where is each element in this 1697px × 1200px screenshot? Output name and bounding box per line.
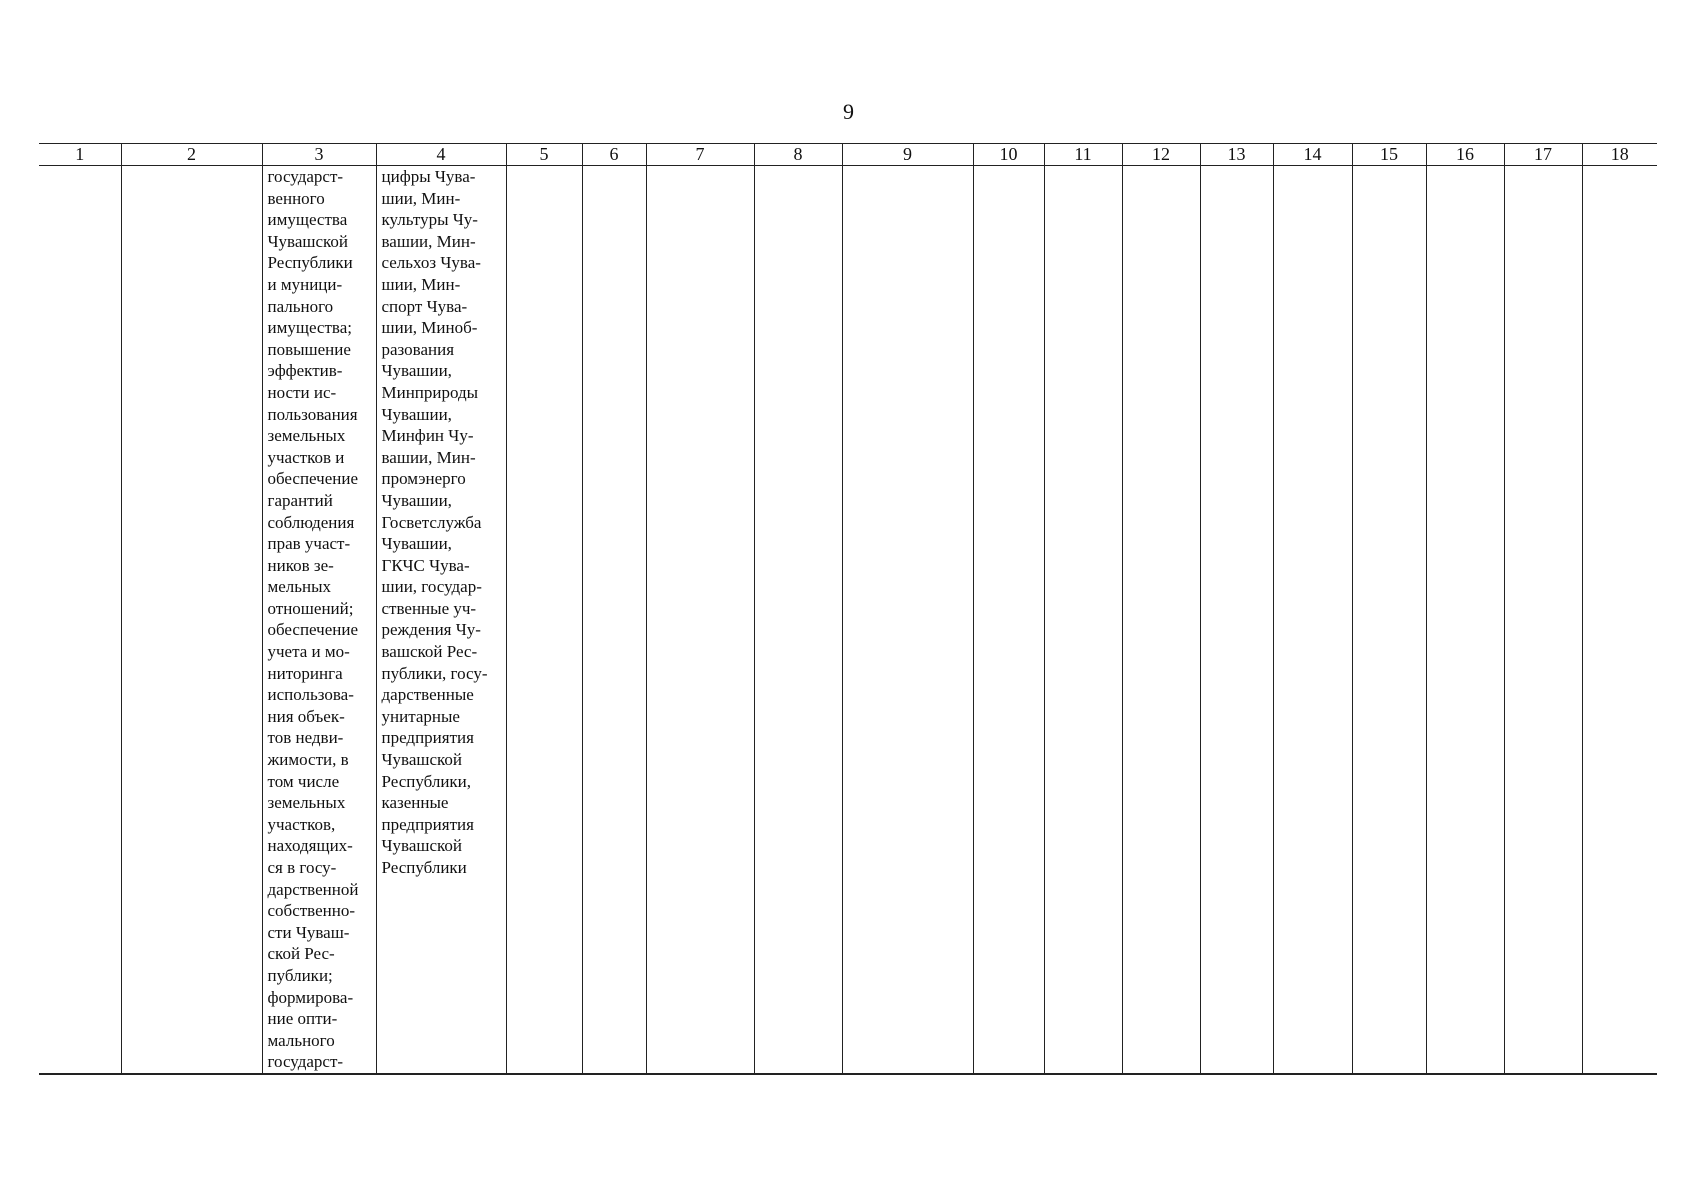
table-cell-col8 (754, 166, 842, 1074)
participants-text: цифры Чува- шии, Мин- культуры Чу- вашии, Мин- сельхоз Чува- шии, Мин- спорт Чува- шии, Миноб- разования Чувашии, Минприроды Чувашии, Минфин Чу- вашии, Мин- промэнерго Чувашии, Госветслужба Чувашии, ГКЧС Чува- шии, государ- ственные уч- реждения Чу- вашской Рес- публики, госу- дарственные унитарные предприятия Чувашской Республики, казенные предприятия Чувашской Республики (381, 167, 488, 877)
table-cell-col9 (842, 166, 973, 1074)
table-cell-col7 (646, 166, 754, 1074)
column-header: 12 (1122, 144, 1200, 166)
column-header: 11 (1044, 144, 1122, 166)
column-header: 6 (582, 144, 646, 166)
column-header: 4 (376, 144, 506, 166)
table-cell-col17 (1504, 166, 1582, 1074)
table-cell-goals (262, 166, 376, 1074)
table-cell-col10 (973, 166, 1044, 1074)
table-cell-col18 (1582, 166, 1657, 1074)
column-header: 16 (1426, 144, 1504, 166)
column-header: 15 (1352, 144, 1426, 166)
table-cell-col11 (1044, 166, 1122, 1074)
table-row (39, 166, 1657, 1074)
table-cell-col2 (121, 166, 262, 1074)
column-header: 7 (646, 144, 754, 166)
table-cell-col6 (582, 166, 646, 1074)
table-cell-col12 (1122, 166, 1200, 1074)
table-cell-col5 (506, 166, 582, 1074)
column-number-row (39, 144, 1657, 166)
page-number: 9 (843, 99, 854, 124)
column-header: 18 (1582, 144, 1657, 166)
column-header: 5 (506, 144, 582, 166)
column-header: 8 (754, 144, 842, 166)
column-header: 14 (1273, 144, 1352, 166)
column-header: 13 (1200, 144, 1273, 166)
table-cell-col15 (1352, 166, 1426, 1074)
column-header: 3 (262, 144, 376, 166)
table-cell-participants (376, 166, 506, 1074)
column-header: 2 (121, 144, 262, 166)
table-cell-col14 (1273, 166, 1352, 1074)
table-cell-col1 (39, 166, 121, 1074)
column-header: 9 (842, 144, 973, 166)
column-header: 10 (973, 144, 1044, 166)
column-header: 1 (39, 144, 121, 166)
program-table (39, 143, 1657, 1075)
table-cell-col13 (1200, 166, 1273, 1074)
table-cell-col16 (1426, 166, 1504, 1074)
column-header: 17 (1504, 144, 1582, 166)
goals-text: государст- венного имущества Чувашской Республики и муници- пального имущества; повышение эффектив- ности ис- пользования земельных участков и обеспечение гарантий соблюдения прав участ- ников зе- мельных отношений; обеспечение учета и мо- ниторинга использова- ния объек- тов недви- жимости, в том числе земельных участков, находящих- ся в госу- дарственной собственно- сти Чуваш- ской Рес- публики; формирова- ние опти- мального государст- (267, 167, 359, 1072)
